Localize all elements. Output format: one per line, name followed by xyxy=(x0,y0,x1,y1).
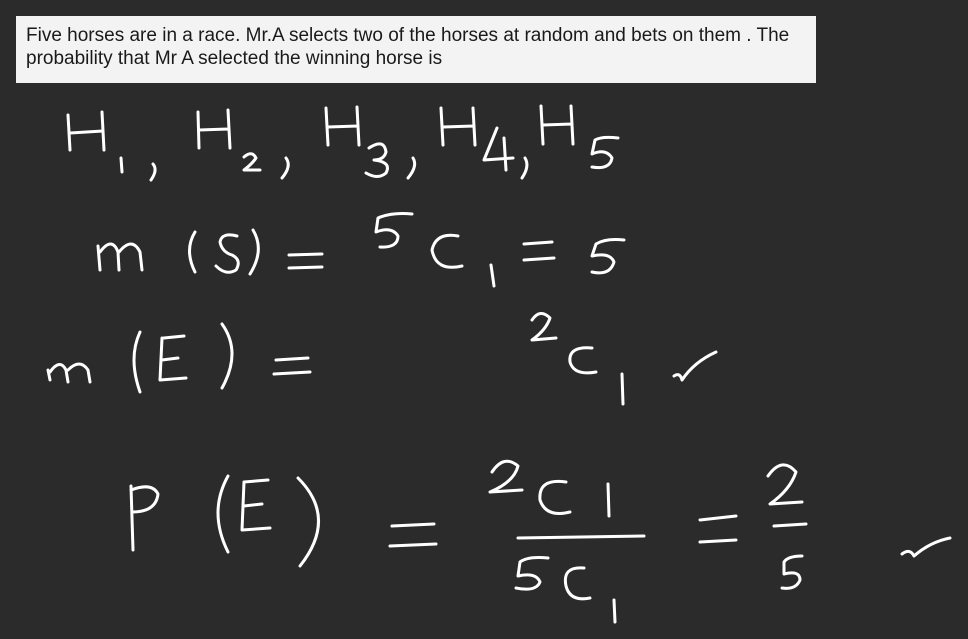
question-text: Five horses are in a race. Mr.A selects two of the horses at random and bets on them . The probability that Mr A selected the winning horse is xyxy=(26,25,790,69)
handwriting-sample-space xyxy=(98,214,624,287)
handwriting-event-count xyxy=(48,313,716,404)
handwriting-horses-list xyxy=(68,106,618,180)
handwriting-probability xyxy=(131,461,950,622)
